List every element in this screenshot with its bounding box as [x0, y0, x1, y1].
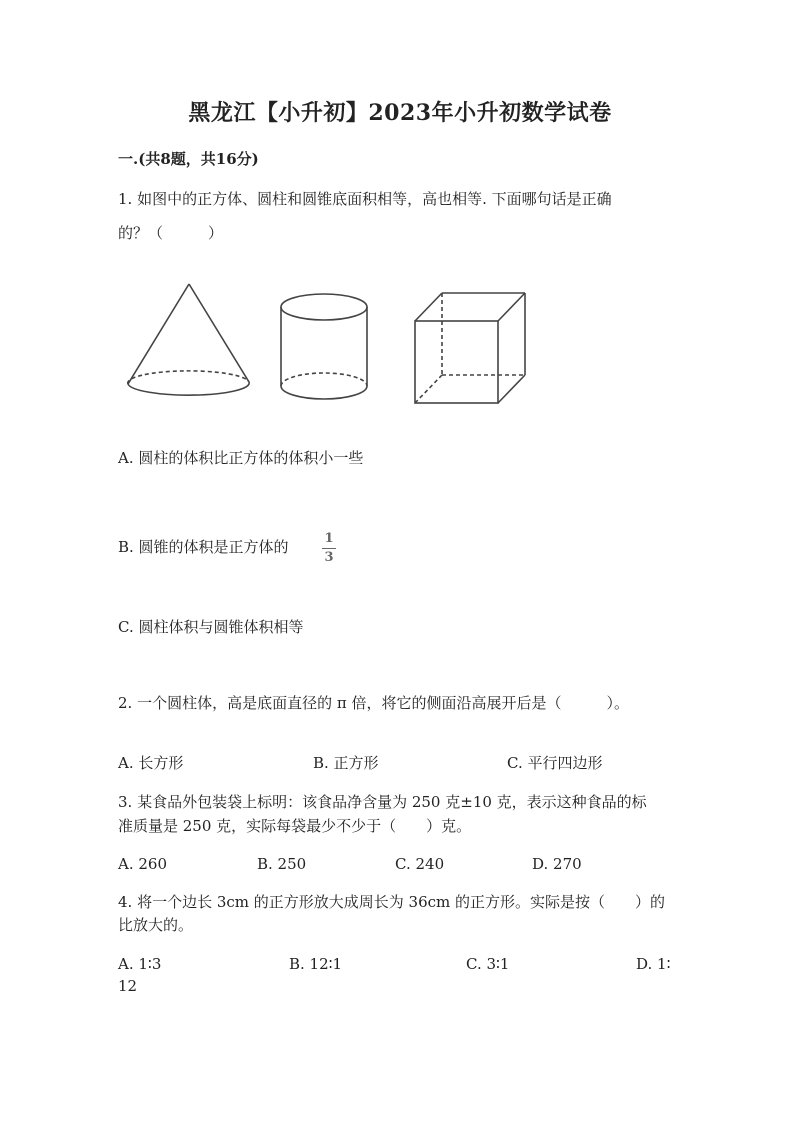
q1-figures [118, 276, 538, 410]
section-heading: 一.(共8题，共16分) [118, 150, 259, 168]
fraction-numerator: 1 [324, 531, 334, 546]
q4-option-a: A. 1∶3 [118, 955, 162, 973]
fraction-one-third [322, 532, 336, 565]
q1-option-b: B. 圆锥的体积是正方体的 [118, 538, 289, 556]
q4-option-d-line1: D. 1∶ [636, 955, 671, 973]
q2-option-b: B. 正方形 [313, 754, 379, 772]
q1-option-a: A. 圆柱的体积比正方体的体积小一些 [118, 449, 364, 467]
q3-option-b: B. 250 [257, 855, 307, 873]
q2-option-c: C. 平行四边形 [507, 754, 603, 772]
cylinder-figure [281, 294, 367, 399]
q4-stem-line1: 4. 将一个边长 3cm 的正方形放大成周长为 36cm 的正方形。实际是按（ ）的 [118, 893, 666, 911]
q3-option-a: A. 260 [118, 855, 167, 873]
q1-option-c: C. 圆柱体积与圆锥体积相等 [118, 618, 304, 636]
q3-stem-line1: 3. 某食品外包装袋上标明：该食品净含量为 250 克±10 克，表示这种食品的标 [118, 793, 647, 811]
q3-stem-line2: 准质量是 250 克，实际每袋最少不少于（ ）克。 [118, 817, 472, 835]
q2-option-a: A. 长方形 [118, 754, 184, 772]
q1-stem-line1: 1. 如图中的正方体、圆柱和圆锥底面积相等，高也相等. 下面哪句话是正确 [118, 190, 612, 208]
cone-figure [128, 284, 249, 395]
q4-option-d-line2: 12 [118, 977, 138, 995]
cube-figure [415, 293, 525, 403]
page-title: 黑龙江【小升初】2023年小升初数学试卷 [188, 100, 612, 126]
q4-option-c: C. 3∶1 [466, 955, 510, 973]
q4-stem-line2: 比放大的。 [118, 916, 194, 934]
q2-stem: 2. 一个圆柱体，高是底面直径的 π 倍，将它的侧面沿高展开后是（ ）。 [118, 694, 629, 712]
q4-option-b: B. 12∶1 [289, 955, 343, 973]
q3-option-c: C. 240 [395, 855, 445, 873]
q3-option-d: D. 270 [532, 855, 582, 873]
q1-stem-line2: 的？（ ） [118, 224, 224, 242]
fraction-denominator: 3 [324, 550, 334, 565]
